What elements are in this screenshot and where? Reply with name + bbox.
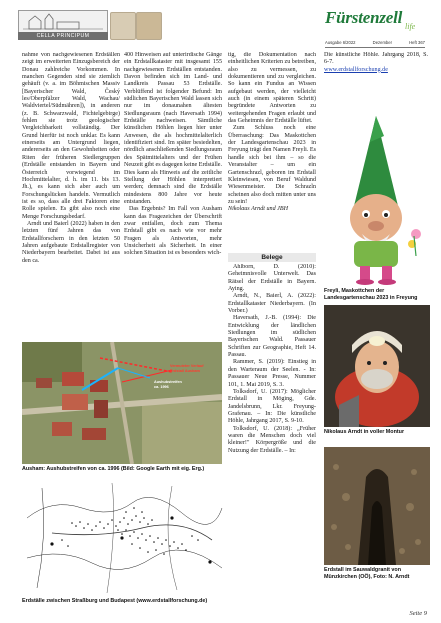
aerial-label-erdstall: Vermuteter Verlauf Erdstall Ausham — [170, 364, 204, 373]
aerial-photo — [22, 342, 222, 464]
paragraph: Arndt und Baierl (2022) haben in den letzten fünf Jahren das von Erdstallforschern in den letzten 50 Jahren aufgebaute Erdstallregister von Niederbayern bearbeitet. Dabei ist aus den ca. — [22, 220, 120, 264]
tunnel-caption: Erdstall im Sauwaldgranit von Münzkirchen (OÖ), Foto: N. Arndt — [324, 567, 410, 580]
mascot-illustration — [324, 86, 430, 286]
issue-info — [325, 40, 425, 45]
reference-entry: Haversath, J.-B. (1994): Die Entwicklung der ländlichen Siedlungen im südlichen Bayerischen Wald. Passauer Schriften zur Geographie, Heft 14. Passau. — [228, 315, 316, 359]
paragraph: tig, die Dokumentation nach einheitlichen Kriterien zu betreiben, also zu vermessen, zu dokumentieren und zu vergleichen. So kann ein Fundus an Wissen aufgebaut werden, der vielleicht auch (in einem späteren Schritt) begründete Antworten zu weitergehenden Fragen erlaubt und das Geheimnis der Erdställe lüftet. — [228, 52, 316, 125]
brand-logo — [325, 8, 425, 36]
issue-number: Heft 367 — [409, 40, 425, 45]
arndt-portrait — [324, 305, 430, 427]
aerial-label-aushub: Aushubstreifen ca. 1996 — [154, 380, 182, 389]
brand-suffix: life — [405, 22, 416, 31]
page-number: Seite 9 — [409, 610, 427, 617]
brand-name: Fürstenzell — [325, 8, 403, 27]
reference-entry: Tolksdorf, U. (2018): „Früher waren die Menschen doch viel kleiner!" Körpergröße und die Nutzung der Erdställe. – In: — [228, 425, 316, 454]
belege-list — [228, 264, 316, 488]
header-thumbnail — [136, 12, 162, 40]
reference-entry: Rammer, S. (2019): Einstieg in den Warteraum der Seelen. - In: Passauer Neue Presse, Nummer 101, 1. Mai 2019, S. 3. — [228, 359, 316, 388]
distribution-map — [22, 478, 228, 596]
map-image — [22, 478, 228, 596]
freyli-caption: Freyli, Maskottchen der Landesgartenschau 2023 in Freyung — [324, 288, 418, 301]
article-column-1 — [22, 52, 120, 337]
tunnel-image — [324, 447, 430, 565]
paragraph: 400 Hinweisen auf unterirdische Gänge ein Erdstallkataster mit insgesamt 155 nachgewiesenen Erdställen entstanden. Davon befinden sich im Land- und Landkreis Passau 53 Erdställe. Verblüffend ist folgender Befund: Im südlichen Bayerischen Wald lassen sich nur im donaunahen ältesten Siedlungsraum (nach Haversath 1994) Erdställe nachweisen. Sämtliche künstlichen Höhlen liegen hier unter Anwesen, die als hochmittelalterlich identifiziert sind. Im später besiedelten, nördlich anschließenden Siedlungsraum des Spätmittelalters und der Frühen Neuzeit gibt es dagegen keine Erdställe. Dies kann als Hinweis auf die zeitliche Stellung der Höhlen interpretiert werden; demnach sind die Erdställe mindestens 800 Jahre vor heute entstanden. — [124, 52, 222, 205]
nikolaus-arndt-photo — [324, 305, 430, 427]
reference-entry: Tolksdorf, U. (2017): Möglicher Erdstall in Möging, Gde. Jandelsbrunn, Lkr. Freyung-Grafenau. – In: Die künstliche Höhle, Jahrgang 2017, S. 9-10. — [228, 388, 316, 425]
belege-heading: Belege — [228, 253, 316, 262]
article-column-4 — [324, 52, 428, 82]
reference-continuation: Die künstliche Höhle. Jahrgang 2018, S. 6-7. — [324, 52, 428, 66]
header-rule — [325, 47, 425, 48]
header-thumbnail — [110, 12, 136, 40]
logo-box — [18, 10, 108, 34]
logo-church-icon — [19, 11, 107, 33]
paragraph: Das Ergebnis? Im Fall von Ausham kann das Fragezeichen der Überschrift zwar entfallen, doch zum Thema Erdstall gibt es nach wie vor mehr Fragen als Antworten, mehr Unsicherheit als Sicherheit. In einer solchen Situation ist es besonders wich- — [124, 206, 222, 257]
issue-label: Ausgabe 6/2022 — [325, 40, 356, 45]
aerial-image — [22, 342, 222, 464]
erdstall-tunnel-photo — [324, 447, 430, 565]
issue-date: Dezember — [372, 40, 392, 45]
erdstallforschung-link[interactable]: www.erdstallforschung.de — [324, 66, 388, 73]
reference-entry: Arndt, N., Baierl, A. (2022): Erdstallkataster Niederbayern. (In Vorber.) — [228, 293, 316, 315]
cella-principum-logo — [18, 10, 108, 40]
aerial-caption: Ausham: Aushubstreifen von ca. 1996 (Bild: Google Earth mit eig. Erg.) — [22, 466, 205, 472]
reference-entry: Ahlborn, D. (2010): Geheimnisvolle Unterwelt. Das Rätsel der Erdställe in Bayern. Aying. — [228, 264, 316, 293]
map-caption: Erdställe zwischen Straßburg und Budapest (www.erdstallforschung.de) — [22, 598, 208, 604]
author-signature: Nikolaus Arndt und JBH — [228, 206, 288, 213]
logo-banner: CELLA PRINCIPUM — [18, 32, 108, 40]
article-column-2 — [124, 52, 222, 337]
arndt-caption: Nikolaus Arndt in voller Montur — [324, 429, 405, 435]
article-column-3 — [228, 52, 316, 252]
freyli-mascot-image — [324, 86, 430, 286]
paragraph: nahme von nachgewiesenen Erdställen zeigt im erweiterten Einzugsbereich der Donau zahlreiche Vorkommen. In manchen Gegenden sind sie ziemlich gehäuft (v. a. im Böhmischen Massiv [Bayerischer Wald, Český les/Oberpfälzer Wald, Wachau/ Waldviertel/Südmähren]), in anderen (z. B. Schwarzwald, Fichtelgebirge) fehlen sie trotz geologischer Vergleichbarkeit vollständig. Der Grund hierfür ist noch unklar. Es kann einerseits am Untergrund liegen, andererseits an den Gewohnheiten oder Riten der früheren Siedlergruppen (Erdställe entstanden in Bayern und Österreich vorwiegend im Hochmittelalter, d. h. im 11. bis 13. Jh.), es kann sich aber auch um Forschungslücken handeln. Vermutlich ist es so, dass alle drei Faktoren eine Rolle spielen. Es gibt also noch eine Menge Forschungsbedarf. — [22, 52, 120, 220]
paragraph: Zum Schluss noch eine Überraschung: Das Maskottchen der Landesgartenschau 2023 in Freyung trägt den Namen Freyli. Es handle sich bei ihm – so die Veranstalter – um ein Gartenschrazl, geboren im Erdstall Kleinwiesen, von Beruf Waldund Wiesenmeister. Die Schrazln scheinen also doch mitten unter uns zu sein! — [228, 125, 316, 205]
